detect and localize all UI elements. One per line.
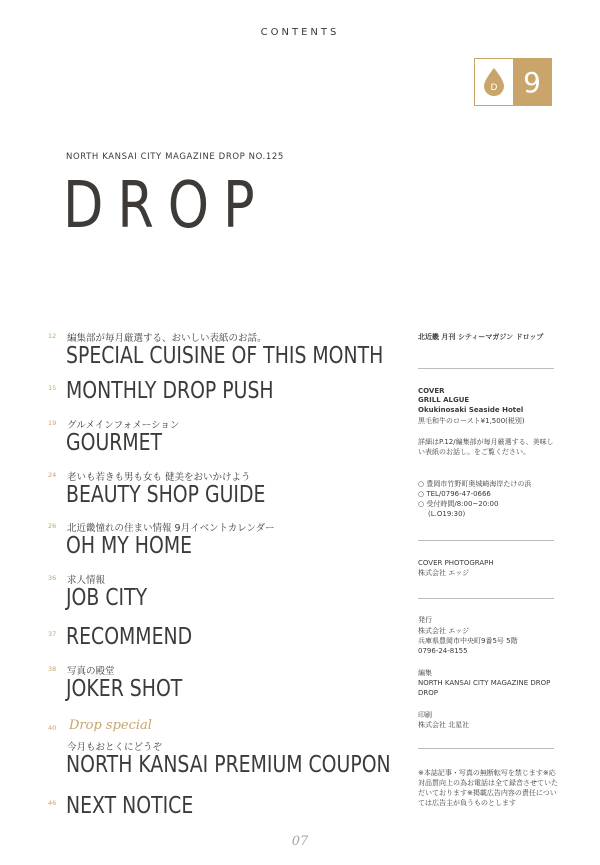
toc-subtitle: 北近畿憧れの住まい情報 9月イベントカレンダー: [67, 523, 275, 534]
toc-subtitle: 編集部が毎月厳選する、おいしい表紙のお話。: [67, 333, 267, 344]
magazine-subtitle: NORTH KANSAI CITY MAGAZINE DROP NO.125: [66, 152, 284, 162]
toc-subtitle: グルメインフォメーション: [67, 420, 180, 431]
cover-hours: ○ 受付時間/8:00~20:00: [418, 500, 499, 508]
photo-heading: COVER PHOTOGRAPH: [418, 559, 494, 567]
toc-page-number: 15: [48, 384, 57, 392]
contents-label: CONTENTS: [260, 27, 340, 38]
toc-page-number: 46: [48, 799, 57, 807]
toc-subtitle: 求人情報: [67, 575, 106, 586]
toc-title: BEAUTY SHOP GUIDE: [66, 482, 266, 508]
editor-name-cont: DROP: [418, 689, 438, 697]
toc-title: NORTH KANSAI PREMIUM COUPON: [66, 752, 391, 778]
toc-page-number: 24: [48, 471, 57, 479]
drop-special-label: Drop special: [69, 718, 152, 733]
publisher-tel: 0796-24-8155: [418, 647, 468, 655]
toc-title: JOB CITY: [66, 585, 148, 611]
toc-page-number: 19: [48, 419, 57, 427]
sidebar-divider: [418, 368, 554, 369]
toc-title: RECOMMEND: [66, 624, 193, 650]
cover-note: 詳細はP.12/編集部が毎月厳選する、美味しい表紙のお話し。をご覧ください。: [418, 438, 554, 456]
sidebar-divider: [418, 748, 554, 749]
toc-page-number: 37: [48, 630, 57, 638]
publisher-name: 株式会社 エッジ: [418, 627, 470, 635]
toc-subtitle: 今月もおとくにどうぞ: [67, 742, 163, 753]
toc-title: JOKER SHOT: [66, 676, 183, 702]
toc-subtitle: 老いも若きも男も女も 健美をおいかけよう: [67, 472, 251, 483]
magazine-title: DROP: [63, 169, 269, 243]
publication-name: 北近畿 月刊 シティーマガジン ドロップ: [418, 333, 544, 341]
toc-title: GOURMET: [66, 430, 163, 456]
toc-page-number: 40: [48, 724, 57, 732]
toc-title: MONTHLY DROP PUSH: [66, 378, 274, 404]
cover-address: ○ 豊岡市竹野町奥城崎海岸たけの浜: [418, 480, 532, 488]
toc-page-number: 36: [48, 574, 57, 582]
printer-name: 株式会社 北星社: [418, 721, 470, 729]
sidebar-divider: [418, 598, 554, 599]
cover-restaurant: GRILL ALGUE: [418, 396, 470, 404]
publisher-heading: 発行: [418, 616, 432, 624]
issue-number: 9: [513, 59, 551, 105]
cover-tel: ○ TEL/0796-47-0666: [418, 490, 491, 498]
editor-heading: 編集: [418, 669, 432, 677]
photo-credit: 株式会社 エッジ: [418, 569, 470, 577]
issue-badge: [474, 58, 552, 106]
toc-title: SPECIAL CUISINE OF THIS MONTH: [66, 343, 384, 369]
toc-page-number: 38: [48, 665, 57, 673]
toc-page-number: 26: [48, 522, 57, 530]
cover-hotel: Okukinosaki Seaside Hotel: [418, 406, 524, 414]
sidebar-divider: [418, 540, 554, 541]
issue-badge-letter: D: [490, 83, 498, 93]
editor-name: NORTH KANSAI CITY MAGAZINE DROP: [418, 679, 551, 687]
publisher-address: 兵庫県豊岡市中央町9番5号 5階: [418, 637, 518, 645]
disclaimer: ※本誌記事・写真の無断転写を禁じます※応対品質向上の為お電話は全て録音させていただいております※掲載広告内容の責任については広告主が負うものとします: [418, 769, 558, 807]
cover-hours-lo: (L.O19:30): [428, 510, 466, 518]
toc-title: OH MY HOME: [66, 533, 193, 559]
cover-heading: COVER: [418, 387, 445, 395]
printer-heading: 印刷: [418, 711, 432, 719]
page-number: 07: [291, 834, 309, 849]
toc-title: NEXT NOTICE: [66, 793, 194, 819]
toc-subtitle: 写真の殿堂: [67, 666, 115, 677]
toc-page-number: 12: [48, 332, 57, 340]
cover-dish: 黒毛和牛のロースト¥1,500(税別): [418, 417, 525, 425]
drop-icon: [475, 59, 513, 105]
